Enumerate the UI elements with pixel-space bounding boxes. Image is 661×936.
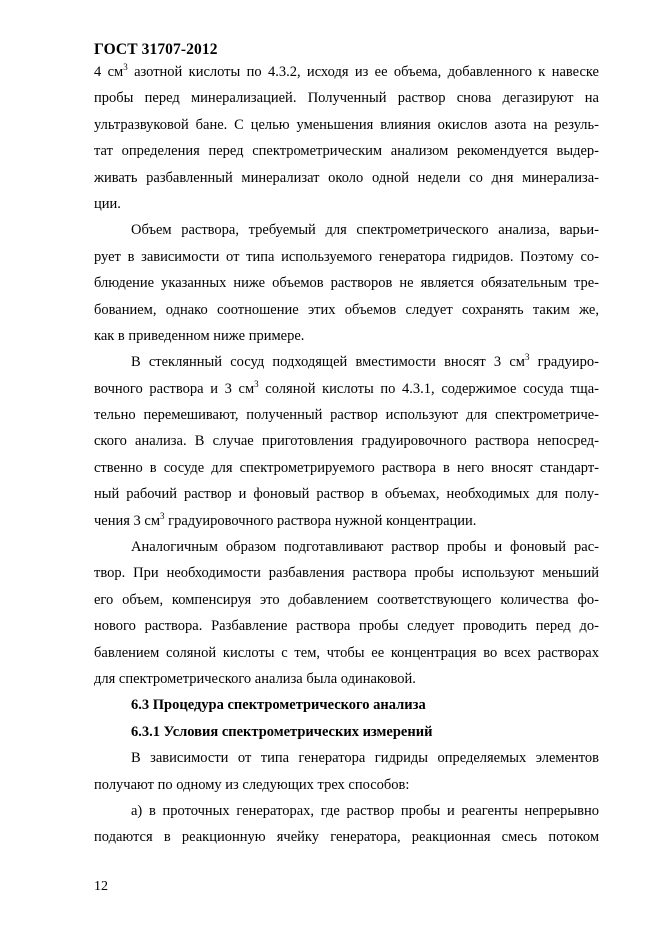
text-line: [94, 376, 599, 402]
text-fragment: азотной кислоты по 4.3.2, исходя из ее объема, добавленного к навеске: [127, 64, 599, 80]
text-line: рует в зависимости от типа используемого генератора гидридов. Поэтому со-: [94, 248, 599, 265]
text-fragment: вочного раствора и 3 см: [94, 380, 255, 397]
superscript-exponent: 3: [254, 378, 259, 389]
superscript-exponent: 3: [123, 62, 128, 72]
text-line: ультразвуковой бане. С целью уменьшения влияния окислов азота на резуль-: [94, 116, 599, 133]
text-line: бованием, однако соотношение этих объемов следует сохранять таким же,: [94, 301, 599, 318]
text-line: нового раствора. Разбавление раствора пробы следует проводить перед до-: [94, 618, 599, 635]
text-line: как в приведенном ниже примере.: [94, 327, 305, 344]
text-line: тат определения перед спектрометрическим анализом рекомендуется выдер-: [94, 143, 599, 160]
text-line: живать разбавленный минерализат около одной недели со дня минерализа-: [94, 169, 599, 186]
text-line: [94, 508, 599, 534]
text-line: получают по одному из следующих трех способов:: [94, 776, 410, 793]
paragraph: [94, 798, 599, 851]
text-line: бавлением соляной кислоты с тем, чтобы ее концентрация во всех растворах: [94, 644, 599, 661]
text-fragment: 4 см: [94, 64, 124, 80]
text-fragment: градуиро-: [529, 354, 599, 371]
text-line: 6.3 Процедура спектрометрического анализа: [131, 697, 426, 714]
superscript-exponent: 3: [524, 352, 530, 363]
text-line: ского анализа. В случае приготовления градуировочного раствора непосред-: [94, 433, 599, 450]
text-fragment: чения 3 см: [94, 512, 161, 529]
text-line: ственно в сосуде для спектрометрируемого раствора в него вносят стандарт-: [94, 459, 599, 476]
text-fragment: В стеклянный сосуд подходящей вместимости вносят 3 см: [131, 354, 525, 371]
text-line: тельно перемешивают, полученный раствор используют для спектрометриче-: [94, 407, 599, 424]
text-line: Аналогичным образом подготавливают раствор пробы и фоновый рас-: [131, 539, 599, 556]
text-fragment: градуировочного раствора нужной концентрации.: [164, 512, 477, 529]
text-line: 6.3.1 Условия спектрометрических измерений: [131, 723, 433, 740]
text-line: [94, 59, 599, 85]
text-line: твор. При необходимости разбавления раствора пробы используют меньший: [94, 565, 599, 582]
text-line: блюдение указанных ниже объемов растворов не является обязательным тре-: [94, 275, 599, 292]
section-heading: [94, 719, 599, 745]
paragraph: [94, 217, 599, 349]
text-line: ный рабочий раствор и фоновый раствор в объемах, необходимых для полу-: [94, 486, 599, 503]
text-fragment: соляной кислоты по 4.3.1, содержимое сосуда тща-: [258, 380, 599, 397]
text-line: его объем, компенсируя это добавлением соответствующего количества фо-: [94, 591, 599, 608]
paragraph: [94, 745, 599, 798]
text-line: [94, 349, 599, 375]
text-line: ции.: [94, 195, 121, 212]
body-text: [94, 59, 599, 851]
text-line: для спектрометрического анализа была одинаковой.: [94, 670, 416, 687]
text-line: подаются в реакционную ячейку генератора, реакционная смесь потоком: [94, 829, 599, 846]
paragraph: [94, 534, 599, 692]
paragraph: [94, 349, 599, 534]
superscript-exponent: 3: [160, 510, 165, 521]
page-number: 12: [94, 879, 108, 894]
paragraph: [94, 59, 599, 217]
text-line: Объем раствора, требуемый для спектрометрического анализа, варьи-: [131, 222, 599, 239]
standard-header: ГОСТ 31707-2012: [94, 41, 218, 58]
text-line: а) в проточных генераторах, где раствор пробы и реагенты непрерывно: [131, 802, 599, 819]
section-heading: [94, 692, 599, 718]
text-line: В зависимости от типа генератора гидриды определяемых элементов: [131, 750, 599, 767]
text-line: пробы перед минерализацией. Полученный раствор снова дегазируют на: [94, 90, 599, 107]
